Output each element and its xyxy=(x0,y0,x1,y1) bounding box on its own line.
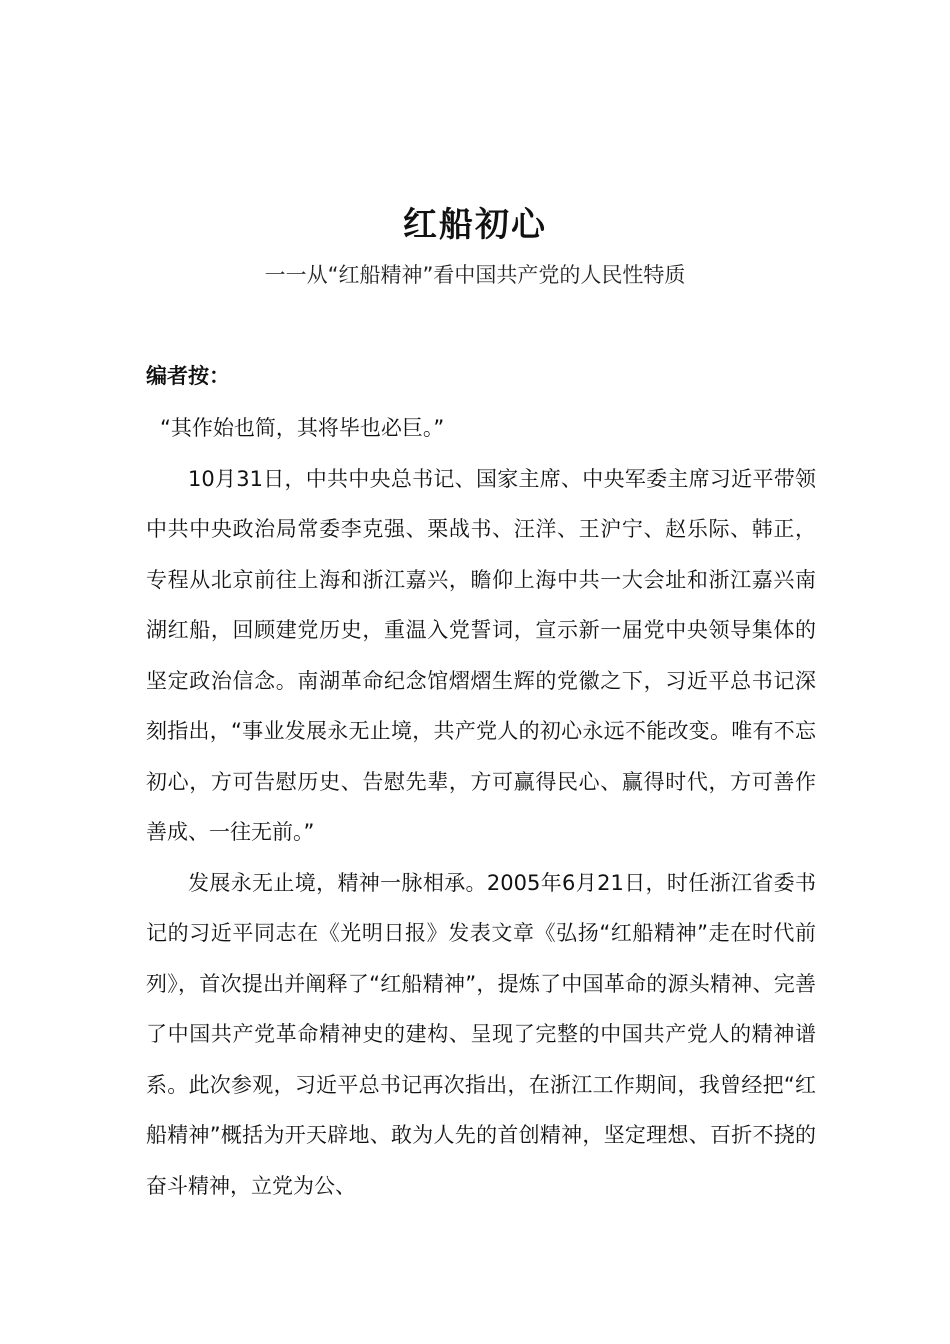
document-subtitle: 一一从“红船精神”看中国共产党的人民性特质 xyxy=(264,263,686,287)
body-text xyxy=(146,403,816,1211)
quote-paragraph: “其作始也简，其将毕也必巨。” xyxy=(160,416,445,440)
body-paragraph: 发展永无止境，精神一脉相承。2005年6月21日，时任浙江省委书记的习近平同志在《光明日报》发表文章《弘扬“红船精神”走在时代前列》，首次提出并阐释了“红船精神”，提炼了中国革命的源头精神、完善了中国共产党革命精神史的建构、呈现了完整的中国共产党人的精神谱系。此次参观，习近平总书记再次指出，在浙江工作期间，我曾经把“红船精神”概括为开天辟地、敢为人先的首创精神，坚定理想、百折不挠的奋斗精神，立党为公、 xyxy=(146,870,816,1198)
document-title: 红船初心 xyxy=(403,205,547,245)
body-paragraph: 10月31日，中共中央总书记、国家主席、中央军委主席习近平带领中共中央政治局常委李克强、栗战书、汪洋、王沪宁、赵乐际、韩正，专程从北京前往上海和浙江嘉兴，瞻仰上海中共一大会址和浙江嘉兴南湖红船，回顾建党历史，重温入党誓词，宣示新一届党中央领导集体的坚定政治信念。南湖革命纪念馆熠熠生辉的党徽之下，习近平总书记深刻指出，“事业发展永无止境，共产党人的初心永远不能改变。唯有不忘初心，方可告慰历史、告慰先辈，方可赢得民心、赢得时代，方可善作善成、一往无前。” xyxy=(146,466,816,844)
editor-note-heading: 编者按： xyxy=(146,364,230,388)
